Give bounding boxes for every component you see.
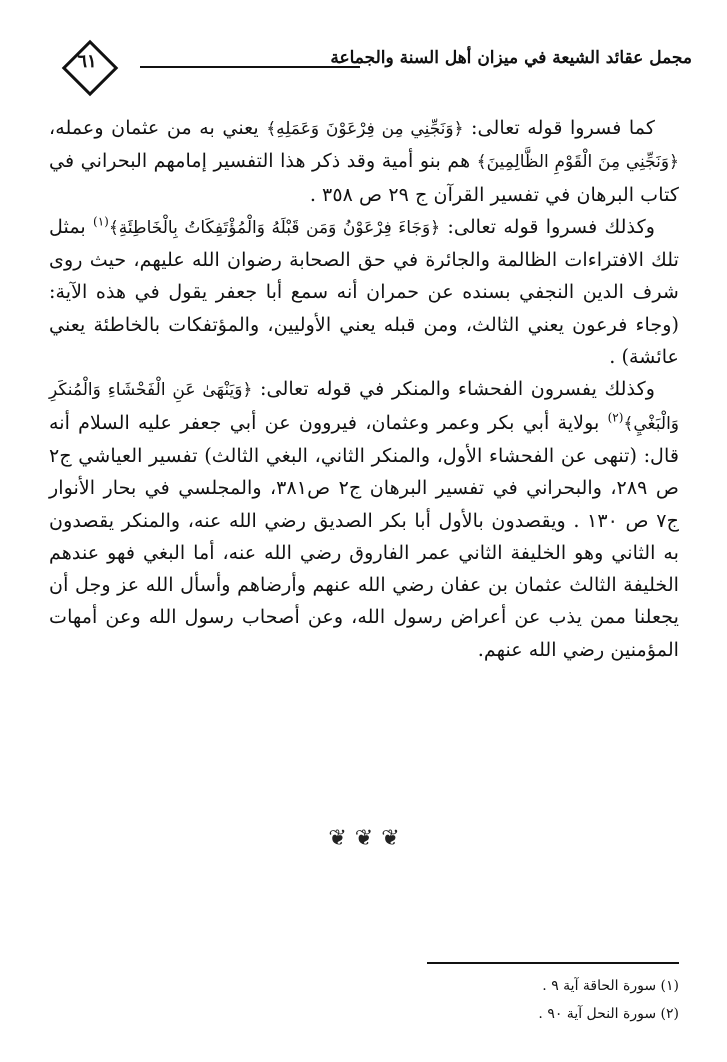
quran-verse-4: ﴿وَيَنْهَىٰ عَنِ الْفَحْشَاءِ وَالْمُنكَرِ وَالْبَغْيِ﴾ <box>49 380 679 434</box>
quran-verse-3: ﴿وَجَاءَ فِرْعَوْنُ وَمَن قَبْلَهُ وَالْمُؤْتَفِكَاتُ بِالْخَاطِئَةِ﴾ <box>108 217 441 238</box>
footnote-ref-2: (٢) <box>607 410 624 425</box>
floral-ornament-icon: ❦❦❦ <box>328 826 408 851</box>
paragraph-2 <box>49 211 679 373</box>
page-header <box>58 36 692 96</box>
paragraph-1-text-a: كما فسروا قوله تعالى: <box>463 116 656 139</box>
quran-verse-2: ﴿وَنَجِّنِي مِنَ الْقَوْمِ الظَّالِمِينَ﴾ <box>476 152 680 173</box>
footnote-ref-1: (١) <box>93 214 109 229</box>
paragraph-1-text-c: هم بنو أمية وقد ذكر هذا التفسير إمامهم البحراني في كتاب البرهان في تفسير القرآن ج ٢٩ ص ٣٥٨ . <box>49 149 679 206</box>
paragraph-3-text-b: بولاية أبي بكر وعمر وعثمان، فيروون عن أبي جعفر عليه السلام أنه قال: (تنهى عن الفحشاء الأول، والمنكر الثاني، البغي الثالث) تفسير العياشي ج٢ ص ٢٨٩، والبحراني في تفسير البرهان ج٢ ص٣٨١، والمجلسي في بحار الأنوار ج٧ ص ١٣٠ . ويقصدون بالأول أبا بكر الصديق رضي الله عنه، والمنكر يقصدون به الثاني وهو الخليفة الثاني عمر الفاروق رضي الله عنه، أما البغي فهو عندهم الخليفة الثالث عثمان بن عفان رضي الله عنهم وأرضاهم وأسأل الله عز وجل أن يجعلنا ممن يذب عن أعراض رسول الله، وعن أصحاب رسول الله وعن أمهات المؤمنين رضي الله عنهم. <box>49 410 680 661</box>
paragraph-2-text-b: بمثل تلك الافتراءات الظالمة والجائرة في حق الصحابة رضوان الله عليهم، حيث روى شرف الدين النجفي بسنده عن حمران أنه سمع أبا جعفر يقول في هذه الآية: (وجاء فرعون يعني الثالث، ومن قبله يعني الأوليين، والمؤتفكات بالخاطئة يعني عائشة) . <box>49 214 679 369</box>
header-rule <box>140 66 360 68</box>
page-number: ٦١ <box>77 51 97 72</box>
running-title: مجمل عقائد الشيعة في ميزان أهل السنة والجماعة <box>330 48 692 68</box>
quran-verse-1: ﴿وَنَجِّنِي مِن فِرْعَوْنَ وَعَمَلِهِ﴾ <box>266 119 464 139</box>
page-number-badge <box>58 36 116 94</box>
paragraph-2-text-a: وكذلك فسروا قوله تعالى: <box>440 214 655 238</box>
footnote-rule <box>427 962 679 964</box>
main-text <box>49 112 679 666</box>
footnotes <box>379 972 679 1028</box>
paragraph-1-text-b: يعني به من عثمان وعمله، <box>49 116 267 139</box>
paragraph-1 <box>49 112 679 211</box>
paragraph-3 <box>49 373 679 666</box>
paragraph-3-text-a: وكذلك يفسرون الفحشاء والمنكر في قوله تعالى: <box>252 377 655 401</box>
footnote-item: (١) سورة الحاقة آية ٩ . <box>542 978 679 994</box>
footnote-item: (٢) سورة النحل آية ٩٠ . <box>538 1006 679 1022</box>
